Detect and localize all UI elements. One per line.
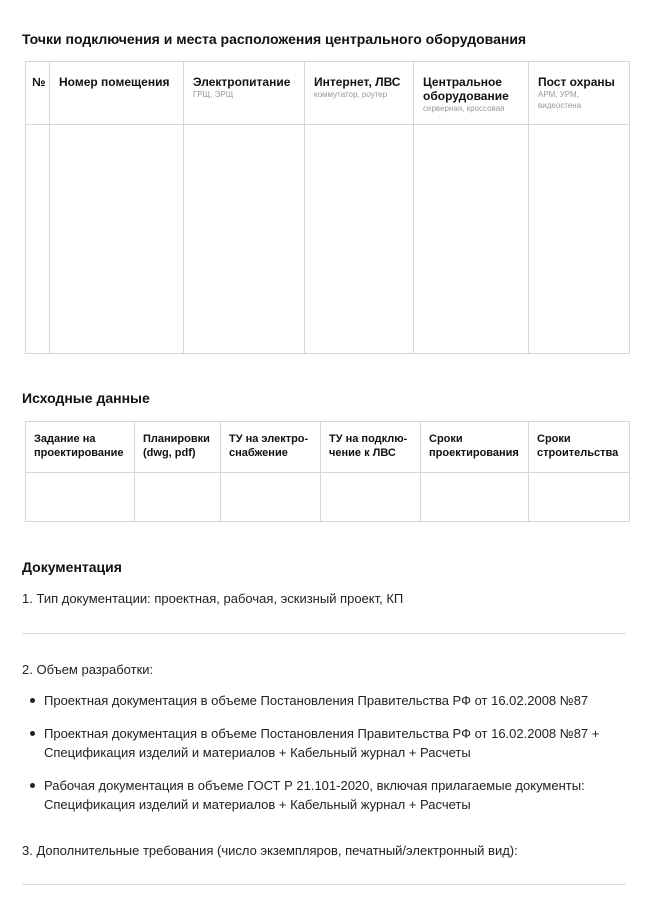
column-header-security-post: Пост охраны АРМ, УРМ, видеостена (529, 62, 630, 125)
connections-table (25, 61, 630, 354)
column-header-power-specs: ТУ на электро-снабжение (221, 422, 321, 473)
column-header-design-deadline: Сроки проектирования (421, 422, 529, 473)
column-header-construction-deadline: Сроки строительства (529, 422, 630, 473)
table-cell[interactable] (221, 473, 321, 522)
list-item: Рабочая документация в объеме ГОСТ Р 21.101-2020, включая прилагаемые документы: Спецификация изделий и материалов + Кабельный журнал + Расчеты (44, 776, 634, 814)
table-cell[interactable] (529, 473, 630, 522)
connections-title: Точки подключения и места расположения центрального оборудования (22, 31, 527, 47)
divider[interactable] (22, 884, 626, 885)
table-cell[interactable] (305, 125, 414, 354)
divider[interactable] (22, 633, 626, 634)
column-header-number: № (26, 62, 50, 125)
table-row (26, 473, 630, 522)
table-cell[interactable] (26, 473, 135, 522)
list-item: Проектная документация в объеме Постановления Правительства РФ от 16.02.2008 №87 + Спецификация изделий и материалов + Кабельный журнал + Расчеты (44, 724, 634, 762)
table-cell[interactable] (26, 125, 50, 354)
additional-requirements: 3. Дополнительные требования (число экземпляров, печатный/электронный вид): (22, 843, 518, 858)
list-item: Проектная документация в объеме Постановления Правительства РФ от 16.02.2008 №87 (44, 691, 634, 710)
table-row (26, 125, 630, 354)
table-cell[interactable] (135, 473, 221, 522)
table-cell[interactable] (529, 125, 630, 354)
column-header-power: Электропитание ГРЩ, ЭРЩ (184, 62, 305, 125)
table-cell[interactable] (414, 125, 529, 354)
development-scope: 2. Объем разработки: (22, 662, 154, 677)
column-header-central-equipment: Центральное оборудование серверная, кроссовая (414, 62, 529, 125)
table-cell[interactable] (321, 473, 421, 522)
column-header-room: Номер помещения (50, 62, 184, 125)
table-cell[interactable] (184, 125, 305, 354)
table-cell[interactable] (50, 125, 184, 354)
column-header-network: Интернет, ЛВС коммутатор, роутер (305, 62, 414, 125)
column-header-design-assignment: Задание на проектирование (26, 422, 135, 473)
documentation-title: Документация (22, 559, 122, 575)
documentation-type: 1. Тип документации: проектная, рабочая, эскизный проект, КП (22, 591, 404, 606)
source-data-title: Исходные данные (22, 390, 150, 406)
column-header-lan-specs: ТУ на подклю-чение к ЛВС (321, 422, 421, 473)
column-header-floor-plans: Планировки (dwg, pdf) (135, 422, 221, 473)
table-cell[interactable] (421, 473, 529, 522)
source-data-table (25, 421, 630, 522)
